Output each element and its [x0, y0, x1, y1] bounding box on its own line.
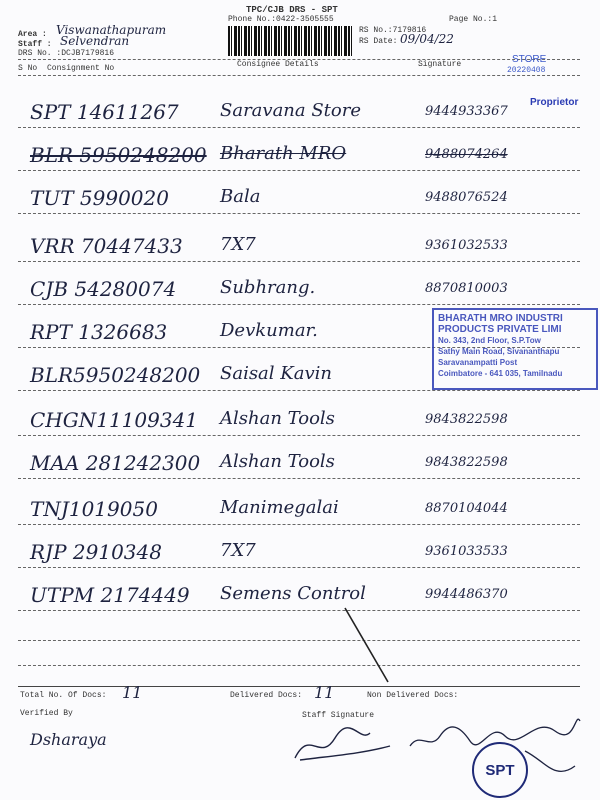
- company-stamp-line5: Saravanampatti Post: [438, 358, 518, 367]
- col-signature: Signature: [418, 60, 462, 69]
- company-stamp-line1: BHARATH MRO INDUSTRI: [438, 313, 563, 324]
- consignee-name: Devkumar.: [220, 320, 318, 341]
- consignment-number: BLR5950248200: [30, 363, 201, 387]
- consignee-name: Bharath MRO: [220, 143, 347, 164]
- col-consignee: Consignee Details: [237, 60, 319, 69]
- store-stamp-date: 20220408: [507, 66, 546, 75]
- receiver-signature: 9444933367: [425, 104, 508, 119]
- consignee-name: 7X7: [220, 234, 256, 255]
- receiver-signature: 9944486370: [425, 587, 508, 602]
- col-sno: S No: [18, 64, 38, 73]
- consignment-number: SPT 14611267: [30, 100, 179, 124]
- company-stamp-line2: PRODUCTS PRIVATE LIMI: [438, 324, 562, 335]
- consignment-number: RPT 1326683: [30, 320, 168, 344]
- verified-by-signature: Dsharaya: [30, 730, 107, 749]
- staff-label: Staff :: [18, 40, 52, 49]
- receiver-signature: 8870104044: [425, 501, 508, 516]
- consignee-name: Semens Control: [220, 583, 366, 604]
- area-value: Viswanathapuram: [56, 23, 167, 37]
- proprietor-stamp: Proprietor: [530, 97, 579, 108]
- consignee-name: Bala: [220, 186, 261, 207]
- delivered-docs-value: 11: [314, 683, 335, 702]
- receiver-signature: 9843822598: [425, 412, 508, 427]
- company-stamp-line6: Coimbatore - 641 035, Tamilnadu: [438, 369, 563, 378]
- consignee-name: Alshan Tools: [220, 408, 335, 429]
- total-docs-value: 11: [122, 683, 143, 702]
- footer-divider: [18, 686, 580, 687]
- consignee-name: Subhrang.: [220, 277, 316, 298]
- rs-number: RS No.:7179816: [359, 26, 427, 35]
- consignee-name: Manimegalai: [220, 497, 339, 518]
- col-consignment: Consignment No: [47, 64, 115, 73]
- consignee-name: Saisal Kavin: [220, 363, 332, 384]
- receiver-signature: 9488074264: [425, 147, 508, 162]
- store-stamp-label: STORE: [512, 54, 547, 65]
- consignment-number: TNJ1019050: [30, 497, 158, 521]
- consignment-number: MAA 281242300: [30, 451, 201, 475]
- receiver-signature: 8870810003: [425, 281, 508, 296]
- staff-signature-label: Staff Signature: [302, 711, 375, 720]
- phone-number: Phone No.:0422-3505555: [228, 15, 334, 24]
- verified-by-label: Verified By: [20, 709, 73, 718]
- staff-signature-scribble: [290, 718, 400, 768]
- delivered-docs-label: Delivered Docs:: [230, 691, 303, 700]
- consignee-name: Alshan Tools: [220, 451, 335, 472]
- rs-date-value: 09/04/22: [400, 32, 454, 46]
- document-title: TPC/CJB DRS - SPT: [246, 5, 338, 15]
- receiver-signature: 9843822598: [425, 455, 508, 470]
- non-delivered-docs-label: Non Delivered Docs:: [367, 691, 459, 700]
- receiver-signature: 9488076524: [425, 190, 508, 205]
- drs-number: DRS No. :DCJB7179816: [18, 49, 115, 58]
- total-docs-label: Total No. Of Docs:: [20, 691, 107, 700]
- consignment-number: CHGN11109341: [30, 408, 199, 432]
- area-label: Area :: [18, 30, 47, 39]
- consignment-number: TUT 5990020: [30, 186, 169, 210]
- receiver-signature: 9361033533: [425, 544, 508, 559]
- consignment-number: CJB 54280074: [30, 277, 177, 301]
- company-stamp-line4: Sathy Main Road, Sivananthapu: [438, 347, 560, 356]
- spt-round-stamp: SPT: [472, 742, 528, 798]
- page-number: Page No.:1: [449, 15, 498, 24]
- consignment-number: RJP 2910348: [30, 540, 162, 564]
- consignee-name: Saravana Store: [220, 100, 362, 121]
- consignment-number: VRR 70447433: [30, 234, 183, 258]
- consignee-name: 7X7: [220, 540, 256, 561]
- company-stamp-line3: No. 343, 2nd Floor, S.P.Tow: [438, 336, 541, 345]
- staff-value: Selvendran: [60, 34, 130, 48]
- consignment-number: UTPM 2174449: [30, 583, 190, 607]
- consignment-number: BLR 5950248200: [30, 143, 207, 167]
- receiver-signature: 9361032533: [425, 238, 508, 253]
- rs-date-label: RS Date:: [359, 37, 398, 46]
